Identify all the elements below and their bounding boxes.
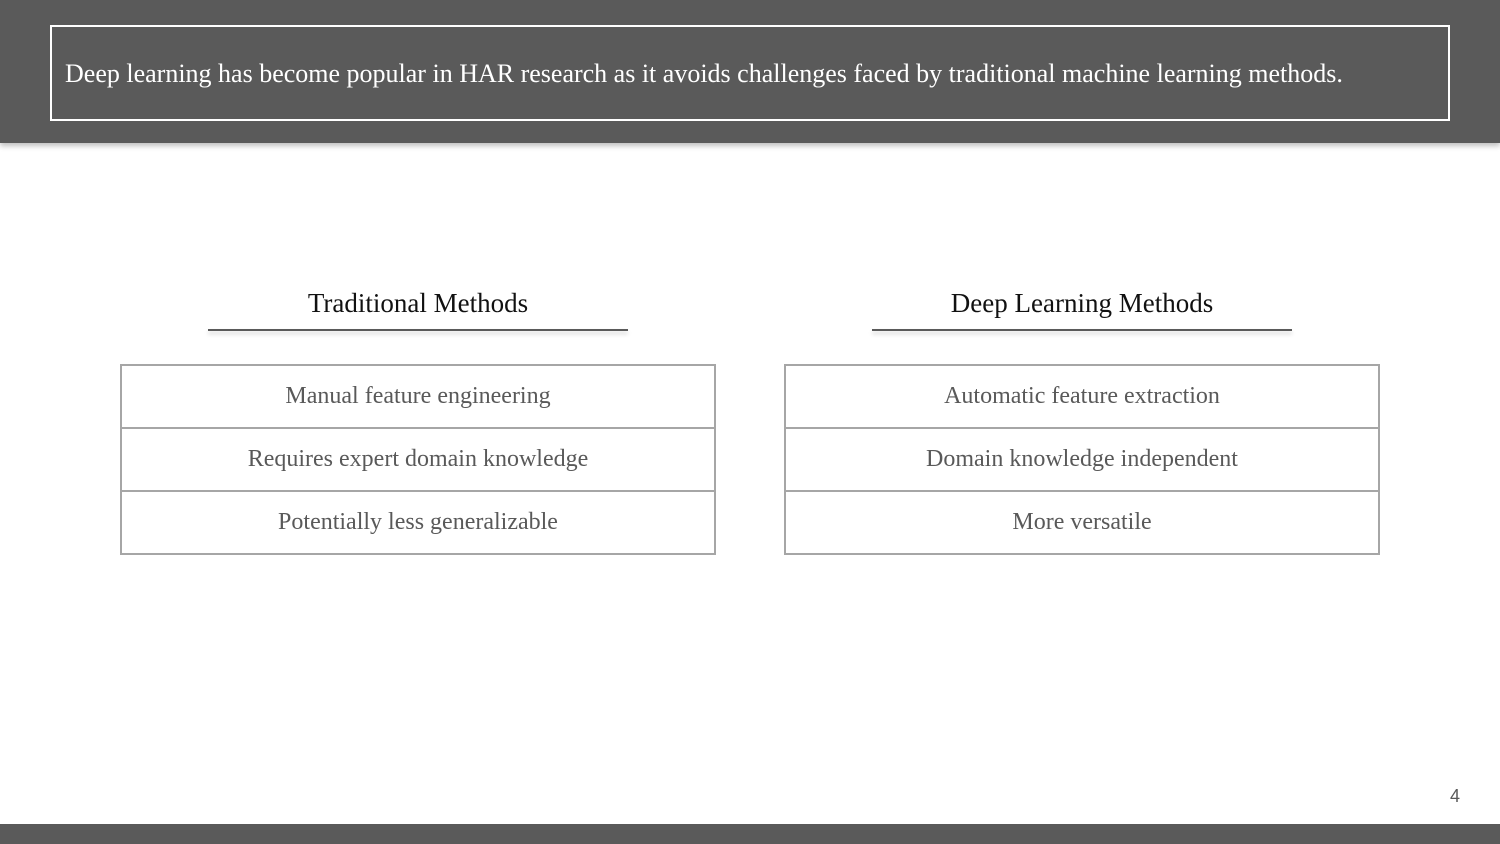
traditional-methods-title: Traditional Methods <box>307 288 529 318</box>
deep-learning-title-underline <box>872 329 1292 331</box>
deep-learning-methods-title: Deep Learning Methods <box>950 288 1214 318</box>
list-item: Requires expert domain knowledge <box>122 429 714 492</box>
traditional-title-underline <box>208 329 628 331</box>
page-number: 4 <box>1450 786 1461 806</box>
header-box <box>50 25 1450 121</box>
header-text: Deep learning has become popular in HAR research as it avoids challenges faced by traditional machine learning methods. <box>65 59 1343 88</box>
list-item: Manual feature engineering <box>122 366 714 429</box>
list-item: Automatic feature extraction <box>786 366 1378 429</box>
list-item: Domain knowledge independent <box>786 429 1378 492</box>
traditional-methods-list <box>120 364 716 555</box>
deep-learning-methods-list <box>784 364 1380 555</box>
list-item: Potentially less generalizable <box>278 509 558 535</box>
header-band <box>0 0 1500 143</box>
list-item: More versatile <box>1012 509 1152 535</box>
footer-band <box>0 824 1500 844</box>
